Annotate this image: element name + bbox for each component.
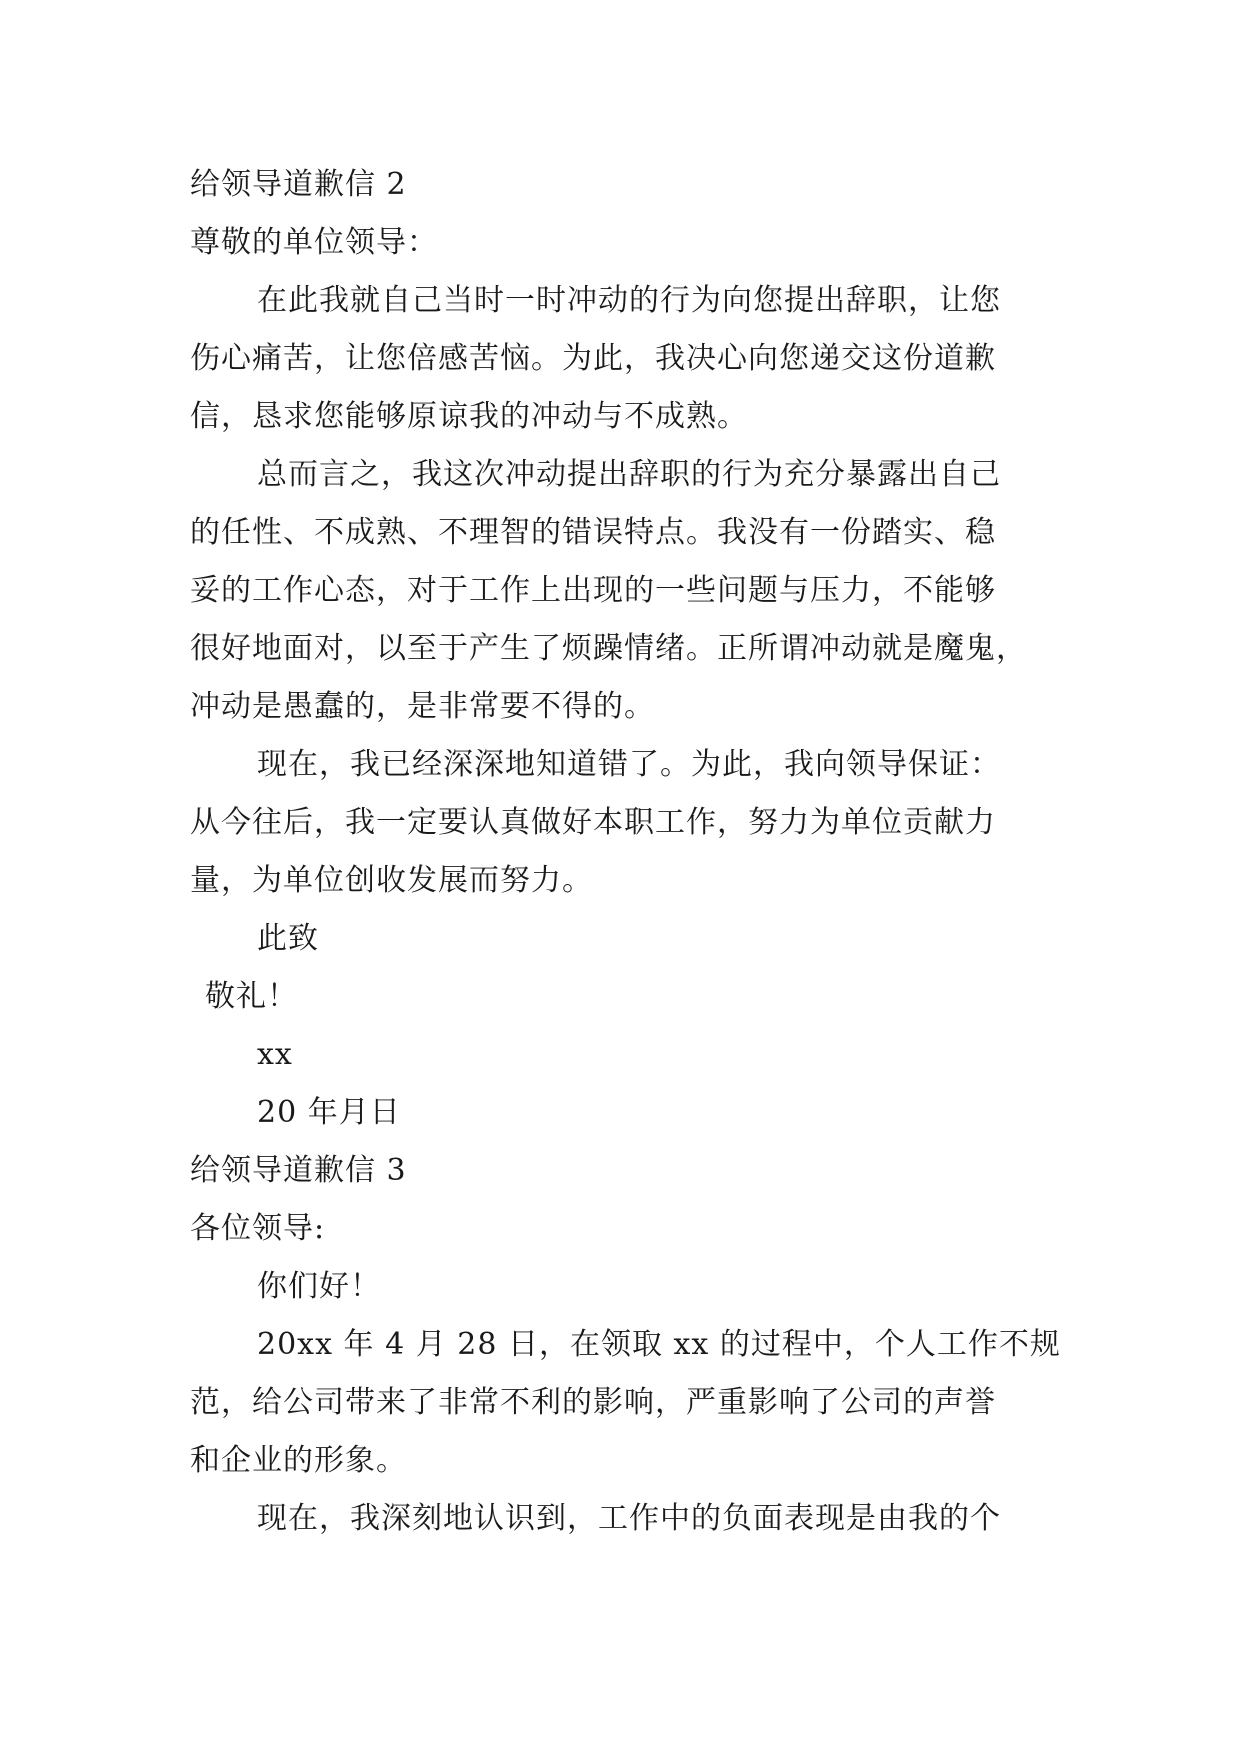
letter3-p1-line3: 和企业的形象。 [190,1443,407,1478]
letter2-p1-line2: 伤心痛苦，让您倍感苦恼。为此，我决心向您递交这份道歉 [190,341,996,376]
letter2-p2-line1: 总而言之，我这次冲动提出辞职的行为充分暴露出自己 [257,457,1001,492]
letter2-p3-line1: 现在，我已经深深地知道错了。为此，我向领导保证： [257,747,1001,782]
letter2-p2-line3: 妥的工作心态，对于工作上出现的一些问题与压力，不能够 [190,573,996,608]
letter3-title: 给领导道歉信 3 [190,1153,407,1188]
letter3-p1-line2: 范，给公司带来了非常不利的影响，严重影响了公司的声誉 [190,1385,996,1420]
letter2-salutation: 尊敬的单位领导： [190,225,438,260]
letter3-p1-line1: 20xx 年 4 月 28 日，在领取 xx 的过程中，个人工作不规 [257,1327,1061,1362]
letter2-p3-line3: 量，为单位创收发展而努力。 [190,863,593,898]
letter3-p2-line1: 现在，我深刻地认识到，工作中的负面表现是由我的个 [257,1501,1001,1536]
letter2-p1-line1: 在此我就自己当时一时冲动的行为向您提出辞职，让您 [257,283,1001,318]
letter2-date: 20 年月日 [257,1095,401,1130]
letter3-greeting: 你们好！ [257,1269,381,1304]
letter2-p1-line3: 信，恳求您能够原谅我的冲动与不成熟。 [190,399,748,434]
letter2-signature: xx [257,1037,293,1072]
letter2-p2-line5: 冲动是愚蠢的，是非常要不得的。 [190,689,655,724]
letter3-salutation: 各位领导: [190,1211,326,1246]
letter2-closing: 此致 [257,921,319,956]
letter2-p2-line2: 的任性、不成熟、不理智的错误特点。我没有一份踏实、稳 [190,515,996,550]
letter2-p2-line4: 很好地面对，以至于产生了烦躁情绪。正所谓冲动就是魔鬼， [190,631,1027,666]
letter2-p3-line2: 从今往后，我一定要认真做好本职工作，努力为单位贡献力 [190,805,996,840]
letter2-regards: 敬礼！ [205,979,298,1014]
letter2-title: 给领导道歉信 2 [190,167,407,202]
